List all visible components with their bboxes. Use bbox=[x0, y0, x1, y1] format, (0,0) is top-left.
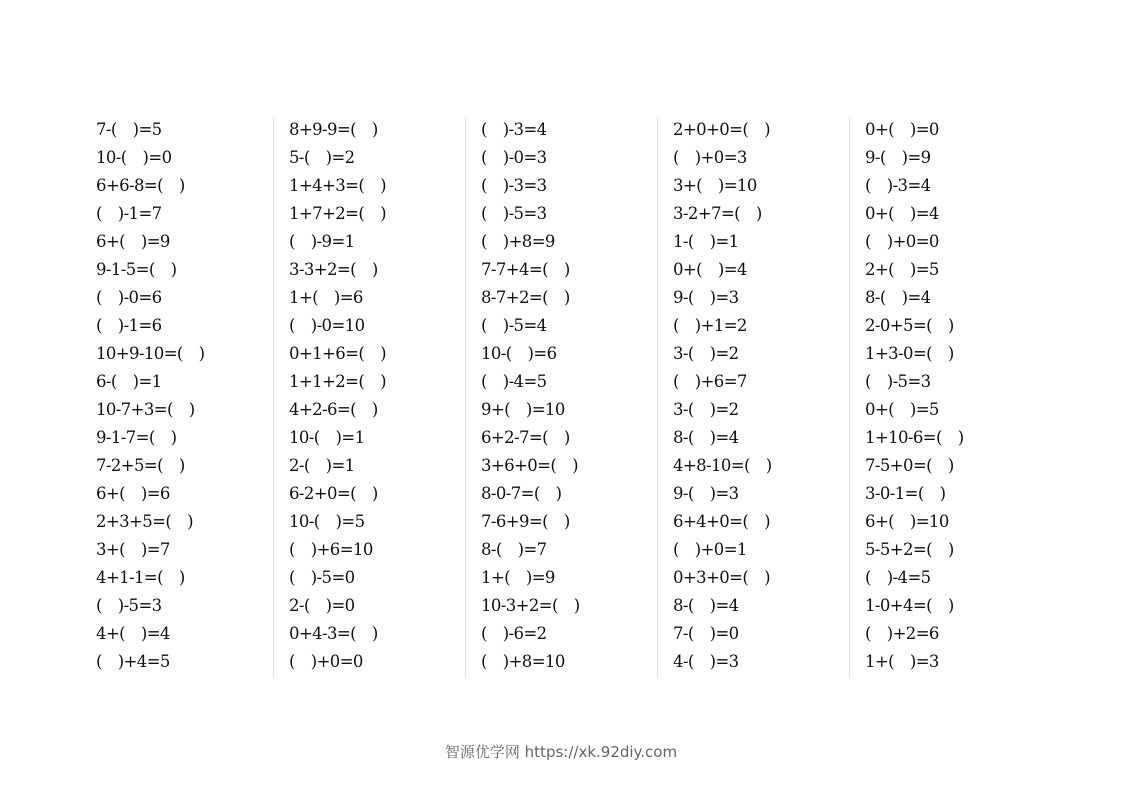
problem: 2+3+5=( ) bbox=[96, 512, 193, 531]
problem: 7-( )=5 bbox=[96, 120, 162, 139]
problem: 1+( )=9 bbox=[481, 568, 555, 587]
problem: 9-( )=9 bbox=[865, 148, 931, 167]
problem: ( )-3=4 bbox=[481, 120, 547, 139]
problem: 1-0+4=( ) bbox=[865, 596, 954, 615]
problem: 3-2+7=( ) bbox=[673, 204, 762, 223]
problem: 5-5+2=( ) bbox=[865, 540, 954, 559]
problem: ( )-3=3 bbox=[481, 176, 547, 195]
problem: 8-( )=4 bbox=[673, 596, 739, 615]
problem: 8+9-9=( ) bbox=[289, 120, 378, 139]
problem: 10-( )=6 bbox=[481, 344, 557, 363]
problem: 10-7+3=( ) bbox=[96, 400, 195, 419]
problem: 2+( )=5 bbox=[865, 260, 939, 279]
problem: 3-3+2=( ) bbox=[289, 260, 378, 279]
problem: 1+4+3=( ) bbox=[289, 176, 386, 195]
problem: 1+1+2=( ) bbox=[289, 372, 386, 391]
problem: 5-( )=2 bbox=[289, 148, 355, 167]
problem: 0+1+6=( ) bbox=[289, 344, 386, 363]
problem: 10+9-10=( ) bbox=[96, 344, 205, 363]
problem: 8-( )=4 bbox=[865, 288, 931, 307]
problem: ( )-1=7 bbox=[96, 204, 162, 223]
problem: ( )+4=5 bbox=[96, 652, 170, 671]
problem: 7-6+9=( ) bbox=[481, 512, 570, 531]
problem: 1+7+2=( ) bbox=[289, 204, 386, 223]
problem: 3-0-1=( ) bbox=[865, 484, 946, 503]
problem: ( )-5=4 bbox=[481, 316, 547, 335]
problem: 2+0+0=( ) bbox=[673, 120, 770, 139]
problem: 10-( )=0 bbox=[96, 148, 172, 167]
problem: ( )-5=3 bbox=[865, 372, 931, 391]
problem: ( )+2=6 bbox=[865, 624, 939, 643]
problem: 3-( )=2 bbox=[673, 344, 739, 363]
problem: ( )-4=5 bbox=[481, 372, 547, 391]
problem: 8-( )=7 bbox=[481, 540, 547, 559]
worksheet bbox=[81, 116, 1041, 678]
problem: ( )-4=5 bbox=[865, 568, 931, 587]
footer-watermark: 智源优学网 https://xk.92diy.com bbox=[444, 743, 678, 761]
problem: ( )-5=0 bbox=[289, 568, 355, 587]
problem: ( )+0=3 bbox=[673, 148, 747, 167]
problem: 0+( )=0 bbox=[865, 120, 939, 139]
problem: 1+( )=3 bbox=[865, 652, 939, 671]
problem: 9-( )=3 bbox=[673, 288, 739, 307]
problem: 6+6-8=( ) bbox=[96, 176, 185, 195]
problem: ( )+0=1 bbox=[673, 540, 747, 559]
problem: 2-0+5=( ) bbox=[865, 316, 954, 335]
problem: 10-3+2=( ) bbox=[481, 596, 580, 615]
problem: ( )-5=3 bbox=[96, 596, 162, 615]
problem: 4+1-1=( ) bbox=[96, 568, 185, 587]
problem: 6-2+0=( ) bbox=[289, 484, 378, 503]
problem-column-5 bbox=[849, 116, 1041, 678]
problem: 3+6+0=( ) bbox=[481, 456, 578, 475]
problem: 8-( )=4 bbox=[673, 428, 739, 447]
problem: 9-1-5=( ) bbox=[96, 260, 177, 279]
problem: 4+8-10=( ) bbox=[673, 456, 772, 475]
problem: 4-( )=3 bbox=[673, 652, 739, 671]
problem: 0+4-3=( ) bbox=[289, 624, 378, 643]
problem: 3+( )=10 bbox=[673, 176, 757, 195]
problem: ( )+8=9 bbox=[481, 232, 555, 251]
problem: 7-5+0=( ) bbox=[865, 456, 954, 475]
problem: 1-( )=1 bbox=[673, 232, 739, 251]
problem: 2-( )=0 bbox=[289, 596, 355, 615]
problem: 1+10-6=( ) bbox=[865, 428, 964, 447]
problem: 7-7+4=( ) bbox=[481, 260, 570, 279]
problem-column-1 bbox=[81, 116, 273, 678]
problem: ( )-0=10 bbox=[289, 316, 365, 335]
problem: ( )+0=0 bbox=[289, 652, 363, 671]
problem: 4+2-6=( ) bbox=[289, 400, 378, 419]
problem: 3+( )=7 bbox=[96, 540, 170, 559]
problem: 8-0-7=( ) bbox=[481, 484, 562, 503]
problem: 10-( )=1 bbox=[289, 428, 365, 447]
problem: 8-7+2=( ) bbox=[481, 288, 570, 307]
problem-column-4 bbox=[657, 116, 849, 678]
problem: ( )+8=10 bbox=[481, 652, 565, 671]
problem: ( )-3=4 bbox=[865, 176, 931, 195]
problem: 7-2+5=( ) bbox=[96, 456, 185, 475]
problem: 9-( )=3 bbox=[673, 484, 739, 503]
problem: 0+( )=5 bbox=[865, 400, 939, 419]
problem: 0+( )=4 bbox=[673, 260, 747, 279]
problem: ( )+6=10 bbox=[289, 540, 373, 559]
problem: ( )-6=2 bbox=[481, 624, 547, 643]
problem: ( )-9=1 bbox=[289, 232, 355, 251]
problem: ( )+0=0 bbox=[865, 232, 939, 251]
problem: 0+3+0=( ) bbox=[673, 568, 770, 587]
problem: ( )+1=2 bbox=[673, 316, 747, 335]
problem: 6+2-7=( ) bbox=[481, 428, 570, 447]
problem: ( )-0=3 bbox=[481, 148, 547, 167]
problem: 6+( )=6 bbox=[96, 484, 170, 503]
problem: ( )-1=6 bbox=[96, 316, 162, 335]
problem: ( )-0=6 bbox=[96, 288, 162, 307]
problem: 6-( )=1 bbox=[96, 372, 162, 391]
problem: 0+( )=4 bbox=[865, 204, 939, 223]
problem: 3-( )=2 bbox=[673, 400, 739, 419]
problem-column-2 bbox=[273, 116, 465, 678]
problem: 9+( )=10 bbox=[481, 400, 565, 419]
problem: 6+( )=10 bbox=[865, 512, 949, 531]
problem-column-3 bbox=[465, 116, 657, 678]
problem: 6+( )=9 bbox=[96, 232, 170, 251]
problem: 6+4+0=( ) bbox=[673, 512, 770, 531]
problem: 7-( )=0 bbox=[673, 624, 739, 643]
problem: 4+( )=4 bbox=[96, 624, 170, 643]
problem: ( )-5=3 bbox=[481, 204, 547, 223]
problem: ( )+6=7 bbox=[673, 372, 747, 391]
problem: 9-1-7=( ) bbox=[96, 428, 177, 447]
problem: 1+( )=6 bbox=[289, 288, 363, 307]
problem: 10-( )=5 bbox=[289, 512, 365, 531]
problem: 2-( )=1 bbox=[289, 456, 355, 475]
problem: 1+3-0=( ) bbox=[865, 344, 954, 363]
